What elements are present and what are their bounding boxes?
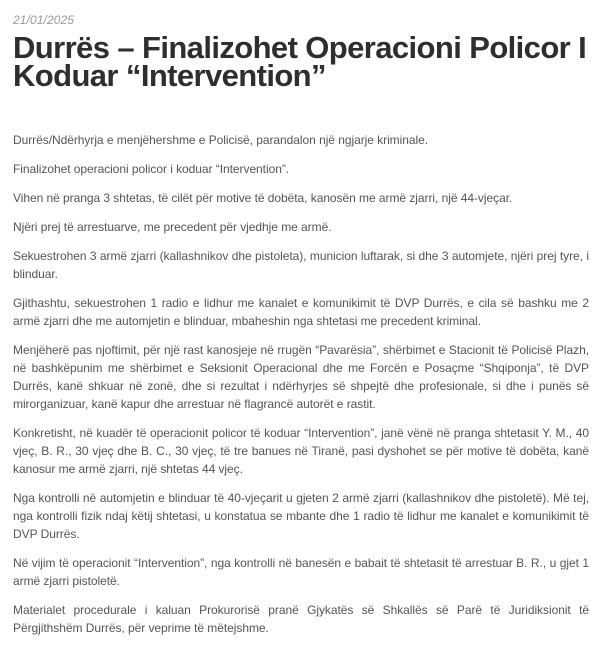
article-paragraph: Gjithashtu, sekuestrohen 1 radio e lidhur me kanalet e komunikimit të DVP Durrës, e cila së bashku me 2 armë zjarri dhe me automjetin e blinduar, mbaheshin nga shtetasi me precedent kriminal. [13,296,589,328]
article-body [13,131,589,648]
article-paragraph: Vihen në pranga 3 shtetas, të cilët për motive të dobëta, kanosën me armë zjarri, një 44-vjeçar. [13,191,513,205]
article-paragraph: Në vijim të operacionit “Intervention”, nga kontrolli në banesën e babait të shtetasit të arrestuar B. R., u gjet 1 armë zjarri pistoletë. [13,556,589,588]
article-paragraph: Konkretisht, në kuadër të operacionit policor të koduar “Intervention”, janë vënë në pranga shtetasit Y. M., 40 vjeç, B. R., 30 vjeç dhe B. C., 30 vjeç, të tre banues në Tiranë, pasi dyshohet se për motive të dobëta, kanë kanosur me armë zjarri, një shtetas 44 vjeç. [13,426,589,476]
article-paragraph: Menjëherë pas njoftimit, për një rast kanosjeje në rrugën “Pavarësia”, shërbimet e Stacionit të Policisë Plazh, në bashkëpunim me shërbimet e Seksionit Operacional dhe me Forcën e Posaçme “Shqiponja”, të DVP Durrës, kanë shkuar në zonë, dhe si rezultat i ndërhyrjes së shpejtë dhe profesionale, si dhe i punës së mirorganizuar, kanë kapur dhe arrestuar në flagrancë autorët e rastit. [13,343,589,411]
article-title: Durrës – Finalizohet Operacioni Policor I Koduar “Intervention” [13,30,587,93]
article-paragraph: Nga kontrolli në automjetin e blinduar të 40-vjeçarit u gjeten 2 armë zjarri (kallashnikov dhe pistoletë). Më tej, nga kontrolli fizik ndaj këtij shtetasi, u konstatua se mbante dhe 1 radio të lidhur me kanalet e komunikimit të DVP Durrës. [13,491,589,541]
article-date: 21/01/2025 [13,13,75,27]
article-paragraph: Durrës/Ndërhyrja e menjëhershme e Policisë, parandalon një ngjarje kriminale. [13,133,429,147]
article-paragraph: Finalizohet operacioni policor i koduar “Intervention”. [13,162,290,176]
article-paragraph: Njëri prej të arrestuarve, me precedent për vjedhje me armë. [13,220,332,234]
article-paragraph: Materialet procedurale i kaluan Prokurorisë pranë Gjykatës së Shkallës së Parë të Juridiksionit të Përgjithshëm Durrës, për veprime të mëtejshme. [13,603,589,635]
article-paragraph: Sekuestrohen 3 armë zjarri (kallashnikov dhe pistoleta), municion luftarak, si dhe 3 automjete, njëri prej tyre, i blinduar. [13,249,589,281]
